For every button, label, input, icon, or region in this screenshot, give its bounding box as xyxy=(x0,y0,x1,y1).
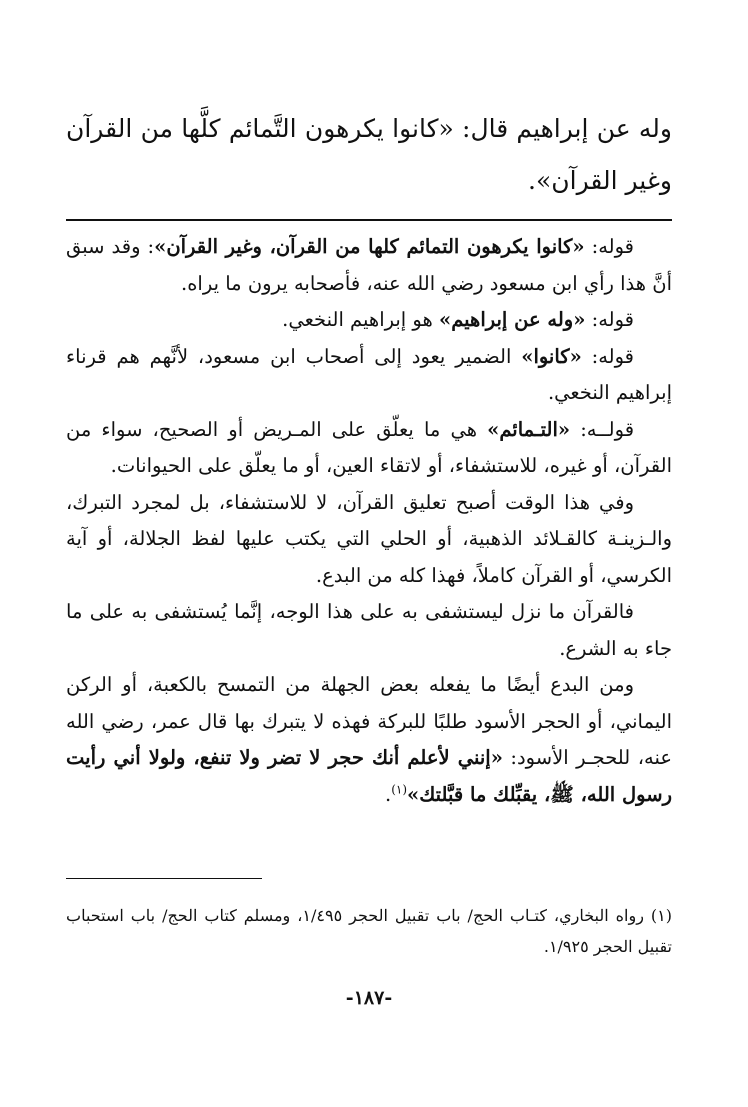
paragraph-3-lead: قوله: xyxy=(591,344,635,368)
paragraph-1-quote: «كانوا يكرهون التمائم كلها من القرآن، وغير القرآن» xyxy=(154,235,585,258)
paragraph-1-lead: قوله: xyxy=(591,235,634,258)
paragraph-4-quote: «التـمائم» xyxy=(487,417,571,441)
commentary-paragraph-5: وفي هذا الوقت أصبح تعليق القرآن، لا للاستشفاء، بل لمجرد التبرك، والـزينـة كالقـلائد الذهبية، أو الحلي التي يكتب عليها لفظ الجلالة، أو آية الكرسي، أو القرآن كاملاً، فهذا كله من البدع. xyxy=(66,490,672,587)
page-number: -١٨٧- xyxy=(345,987,393,1009)
paragraph-3-body: الضمير يعود إلى أصحاب ابن مسعود، لأنَّهم هم قرناء إبراهيم النخعي. xyxy=(66,344,672,404)
paragraph-7-end: . xyxy=(384,782,392,806)
text-divider xyxy=(66,219,672,221)
commentary-paragraph-4 xyxy=(66,412,672,485)
commentary-paragraph-2 xyxy=(66,302,672,339)
paragraph-2-lead: قوله: xyxy=(591,308,634,331)
paragraph-1-body: : وقد سبق أنَّ هذا رأي ابن مسعود رضي الله عنه، فأصحابه يرون ما يراه. xyxy=(66,235,672,295)
paragraph-2-body: هو إبراهيم النخعي. xyxy=(282,308,433,331)
paragraph-7-quote: «إنني لأعلم أنك حجر لا تضر ولا تنفع، ولولا أني رأيت رسول الله، ﷺ، يقبِّلك ما قبَّلتك» xyxy=(66,746,672,806)
footnote-divider xyxy=(66,878,262,879)
book-page xyxy=(66,95,672,1035)
main-text: وله عن إبراهيم قال: «كانوا يكرهون التَّمائم كلَّها من القرآن وغير القرآن». xyxy=(66,114,672,195)
commentary-paragraph-6: فالقرآن ما نزل ليستشفى به على هذا الوجه، إنَّما يُستشفى به على ما جاء به الشرع. xyxy=(66,600,672,660)
paragraph-4-lead: قولــه: xyxy=(580,417,635,441)
commentary-paragraph-3 xyxy=(66,339,672,412)
commentary-paragraph-1 xyxy=(66,229,672,302)
paragraph-2-quote: «وله عن إبراهيم» xyxy=(439,308,586,331)
commentary-paragraph-7 xyxy=(66,667,672,813)
paragraph-7-body: ومن البدع أيضًا ما يفعله بعض الجهلة من التمسح بالكعبة، أو الركن اليماني، أو الحجر الأسود طلبًا للبركة فهذه لا يتبرك بها قال عمر، رضي الله عنه، للحجـر الأسود: xyxy=(66,673,672,769)
footnote-1: (١) رواه البخاري، كتـاب الحج/ باب تقبيل الحجر ١/٤٩٥، ومسلم كتاب الحج/ باب استحباب تقبيل الحجر ١/٩٢٥. xyxy=(66,906,672,956)
paragraph-3-quote: «كانوا» xyxy=(521,344,582,368)
paragraph-4-body: هي ما يعلّق على المـريض أو الصحيح، سواء من القرآن، أو غيره، للاستشفاء، أو لاتقاء العين، أو ما يعلّق على الحيوانات. xyxy=(66,417,672,477)
commentary xyxy=(66,229,672,813)
footnote-reference[interactable]: (١) xyxy=(391,782,408,796)
